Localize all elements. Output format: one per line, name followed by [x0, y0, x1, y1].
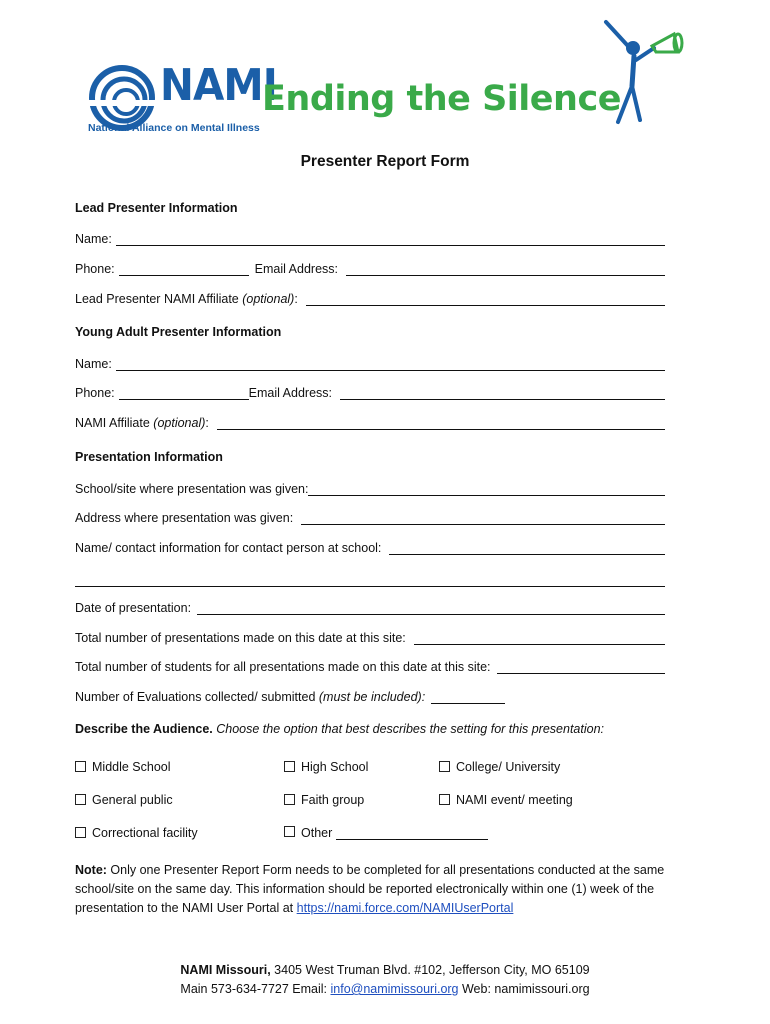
address-field[interactable]	[301, 512, 665, 525]
date-field[interactable]	[197, 602, 665, 615]
checkbox-high-school[interactable]	[284, 760, 368, 774]
date-row	[75, 597, 665, 615]
lead-name-row	[75, 228, 665, 246]
logo	[88, 18, 688, 143]
note	[75, 861, 695, 918]
note-text: Only one Presenter Report Form needs to be completed for all presentations conducted at the same school/site on the same day. This information should be reported electronically within one (1) week of the presentation to the NAMI User Portal at	[75, 863, 665, 915]
checkbox-general-public[interactable]	[75, 793, 173, 807]
option-label: College/ University	[456, 760, 561, 774]
presentation-heading: Presentation Information	[75, 450, 223, 464]
total-presentations-field[interactable]	[414, 632, 665, 645]
school-field[interactable]	[308, 483, 665, 496]
young-colon: :	[205, 416, 209, 430]
footer	[0, 961, 770, 999]
lead-email-label: Email Address:	[254, 262, 338, 276]
school-label: School/site where presentation was given:	[75, 482, 309, 496]
footer-email-link[interactable]: info@namimissouri.org	[330, 982, 459, 996]
footer-web: Web: namimissouri.org	[458, 982, 590, 996]
checkbox-college[interactable]	[439, 760, 560, 774]
young-optional: (optional)	[153, 416, 206, 430]
lead-affiliate-field[interactable]	[306, 293, 665, 306]
contact-field-2[interactable]	[75, 574, 665, 587]
megaphone-figure-icon	[598, 18, 688, 128]
total-students-field[interactable]	[497, 661, 665, 674]
date-label: Date of presentation:	[75, 601, 192, 615]
org-full-name: National Alliance on Mental Illness	[88, 122, 260, 134]
young-name-field[interactable]	[116, 358, 665, 371]
young-affiliate-field[interactable]	[217, 417, 665, 430]
lead-heading: Lead Presenter Information	[75, 201, 238, 215]
checkbox-icon[interactable]	[439, 761, 450, 772]
young-phone-row	[75, 382, 665, 400]
option-label: Middle School	[92, 760, 171, 774]
lead-phone-row	[75, 258, 665, 276]
audience-heading: Describe the Audience.	[75, 722, 213, 736]
footer-main: Main 573-634-7727 Email:	[180, 982, 331, 996]
evaluations-field[interactable]	[431, 691, 505, 704]
option-label: Faith group	[301, 793, 365, 807]
total-presentations-row	[75, 627, 665, 645]
lead-phone-field[interactable]	[119, 263, 249, 276]
evaluations-row	[75, 686, 665, 704]
lead-colon: :	[294, 292, 298, 306]
checkbox-icon[interactable]	[284, 761, 295, 772]
lead-name-label: Name:	[75, 232, 112, 246]
checkbox-middle-school[interactable]	[75, 760, 171, 774]
option-label: NAMI event/ meeting	[456, 793, 573, 807]
total-students-row	[75, 656, 665, 674]
option-label: Other	[301, 826, 333, 840]
nami-wordmark: NAMI	[160, 60, 277, 111]
young-phone-label: Phone:	[75, 386, 115, 400]
contact-label: Name/ contact information for contact person at school:	[75, 541, 382, 555]
note-label: Note:	[75, 863, 107, 877]
form-title: Presenter Report Form	[300, 153, 470, 170]
checkbox-other[interactable]	[284, 826, 488, 840]
address-row	[75, 507, 665, 525]
checkbox-icon[interactable]	[75, 794, 86, 805]
young-phone-field[interactable]	[119, 387, 249, 400]
audience-instruction: Choose the option that best describes the setting for this presentation:	[212, 722, 604, 736]
lead-affiliate-row	[75, 288, 665, 306]
young-name-label: Name:	[75, 357, 112, 371]
footer-org: NAMI Missouri,	[180, 963, 271, 977]
footer-address-line	[0, 961, 770, 980]
program-wordmark: Ending the Silence	[262, 79, 621, 119]
lead-name-field[interactable]	[116, 233, 665, 246]
option-label: High School	[301, 760, 369, 774]
checkbox-icon[interactable]	[75, 761, 86, 772]
contact-field[interactable]	[389, 542, 665, 555]
young-heading: Young Adult Presenter Information	[75, 325, 282, 339]
total-presentations-label: Total number of presentations made on this date at this site:	[75, 631, 406, 645]
contact-row-2	[75, 569, 665, 587]
checkbox-icon[interactable]	[75, 827, 86, 838]
audience-prompt	[75, 722, 695, 736]
checkbox-icon[interactable]	[284, 794, 295, 805]
footer-address: 3405 West Truman Blvd. #102, Jefferson City, MO 65109	[270, 963, 590, 977]
checkbox-correctional[interactable]	[75, 826, 198, 840]
checkbox-icon[interactable]	[284, 826, 295, 837]
checkbox-icon[interactable]	[439, 794, 450, 805]
checkbox-nami-event[interactable]	[439, 793, 573, 807]
school-row	[75, 478, 665, 496]
young-email-label: Email Address:	[248, 386, 332, 400]
young-email-field[interactable]	[340, 387, 665, 400]
young-affiliate-label: NAMI Affiliate	[75, 416, 154, 430]
evaluations-label: Number of Evaluations collected/ submitted	[75, 690, 319, 704]
lead-email-field[interactable]	[346, 263, 665, 276]
other-field[interactable]	[336, 827, 488, 840]
address-label: Address where presentation was given:	[75, 511, 294, 525]
lead-phone-label: Phone:	[75, 262, 115, 276]
young-affiliate-row	[75, 412, 665, 430]
contact-row	[75, 537, 665, 555]
checkbox-faith-group[interactable]	[284, 793, 364, 807]
lead-optional: (optional)	[242, 292, 295, 306]
young-name-row	[75, 353, 665, 371]
user-portal-link[interactable]: https://nami.force.com/NAMIUserPortal	[296, 901, 514, 915]
total-students-label: Total number of students for all presentations made on this date at this site:	[75, 660, 491, 674]
option-label: Correctional facility	[92, 826, 198, 840]
option-label: General public	[92, 793, 173, 807]
evaluations-must: (must be included):	[318, 690, 426, 704]
footer-contact-line	[0, 980, 770, 999]
lead-affiliate-label: Lead Presenter NAMI Affiliate	[75, 292, 243, 306]
